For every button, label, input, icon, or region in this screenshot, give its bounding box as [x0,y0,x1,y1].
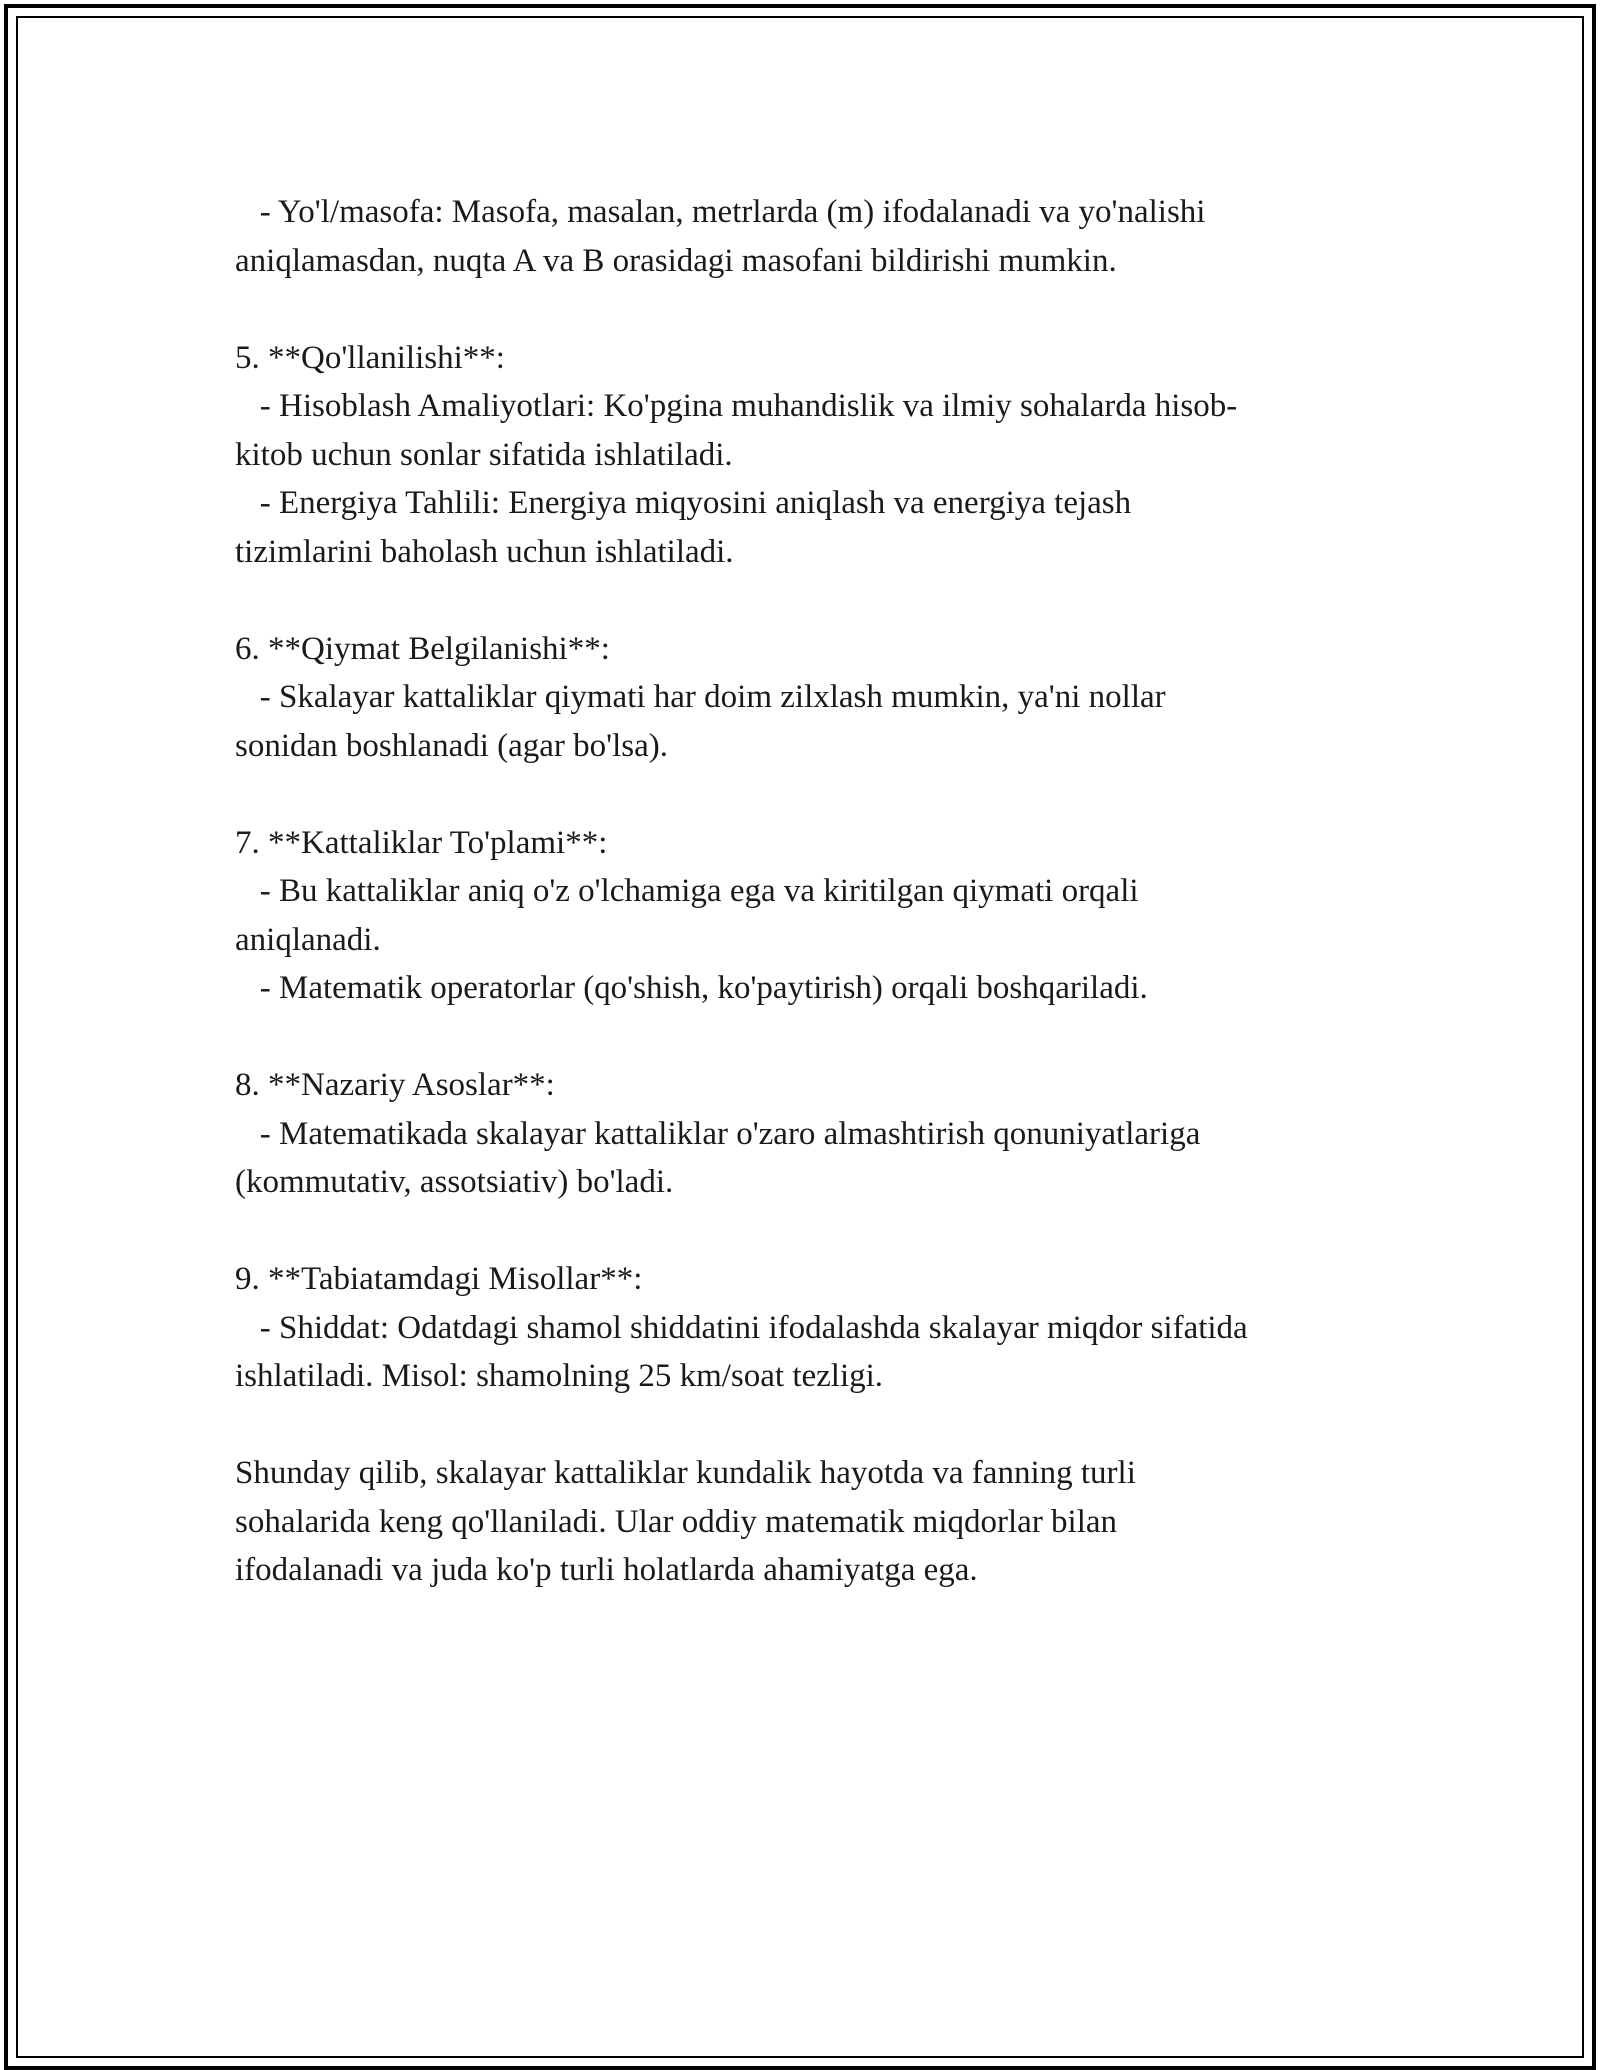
text-line: aniqlanadi. [235,921,381,958]
blank-line [235,770,1415,819]
text-line: - Yo'l/masofa: Masofa, masalan, metrlarda (m) ifodalanadi va yo'nalishi [235,194,1206,230]
section-heading-6: 6. **Qiymat Belgilanishi**: [235,630,610,667]
text-line: aniqlamasdan, nuqta A va B orasidagi masofani bildirishi mumkin. [235,242,1117,279]
text-line: sonidan boshlanadi (agar bo'lsa). [235,727,668,764]
text-line: - Shiddat: Odatdagi shamol shiddatini ifodalashda skalayar miqdor sifatida [235,1309,1248,1346]
text-line: - Energiya Tahlili: Energiya miqyosini aniqlash va energiya tejash [235,485,1132,521]
blank-line [235,1013,1415,1062]
blank-line [235,1401,1415,1450]
document-body [235,188,1415,1595]
conclusion-line: Shunday qilib, skalayar kattaliklar kundalik hayotda va fanning turli [235,1455,1136,1491]
conclusion-line: ifodalanadi va juda ko'p turli holatlarda ahamiyatga ega. [235,1552,978,1588]
text-line: - Matematik operatorlar (qo'shish, ko'paytirish) orqali boshqariladi. [235,970,1148,1006]
section-heading-5: 5. **Qo'llanilishi**: [235,339,505,376]
section-heading-8: 8. **Nazariy Asoslar**: [235,1067,555,1103]
text-line: tizimlarini baholash uchun ishlatiladi. [235,533,734,570]
conclusion-line: sohalarida keng qo'llaniladi. Ular oddiy matematik miqdorlar bilan [235,1503,1118,1540]
blank-line [235,285,1415,334]
section-heading-7: 7. **Kattaliklar To'plami**: [235,824,608,861]
blank-line [235,1207,1415,1256]
text-line: - Hisoblash Amaliyotlari: Ko'pgina muhandislik va ilmiy sohalarda hisob- [235,388,1238,424]
text-line: - Matematikada skalayar kattaliklar o'zaro almashtirish qonuniyatlariga [235,1115,1201,1152]
text-line: - Bu kattaliklar aniq o'z o'lchamiga ega va kiritilgan qiymati orqali [235,873,1139,909]
text-line: ishlatiladi. Misol: shamolning 25 km/soat tezligi. [235,1358,884,1394]
text-line: kitob uchun sonlar sifatida ishlatiladi. [235,436,733,473]
text-line: (kommutativ, assotsiativ) bo'ladi. [235,1164,674,1200]
text-line: - Skalayar kattaliklar qiymati har doim zilxlash mumkin, ya'ni nollar [235,679,1166,715]
section-heading-9: 9. **Tabiatamdagi Misollar**: [235,1261,643,1297]
blank-line [235,576,1415,625]
